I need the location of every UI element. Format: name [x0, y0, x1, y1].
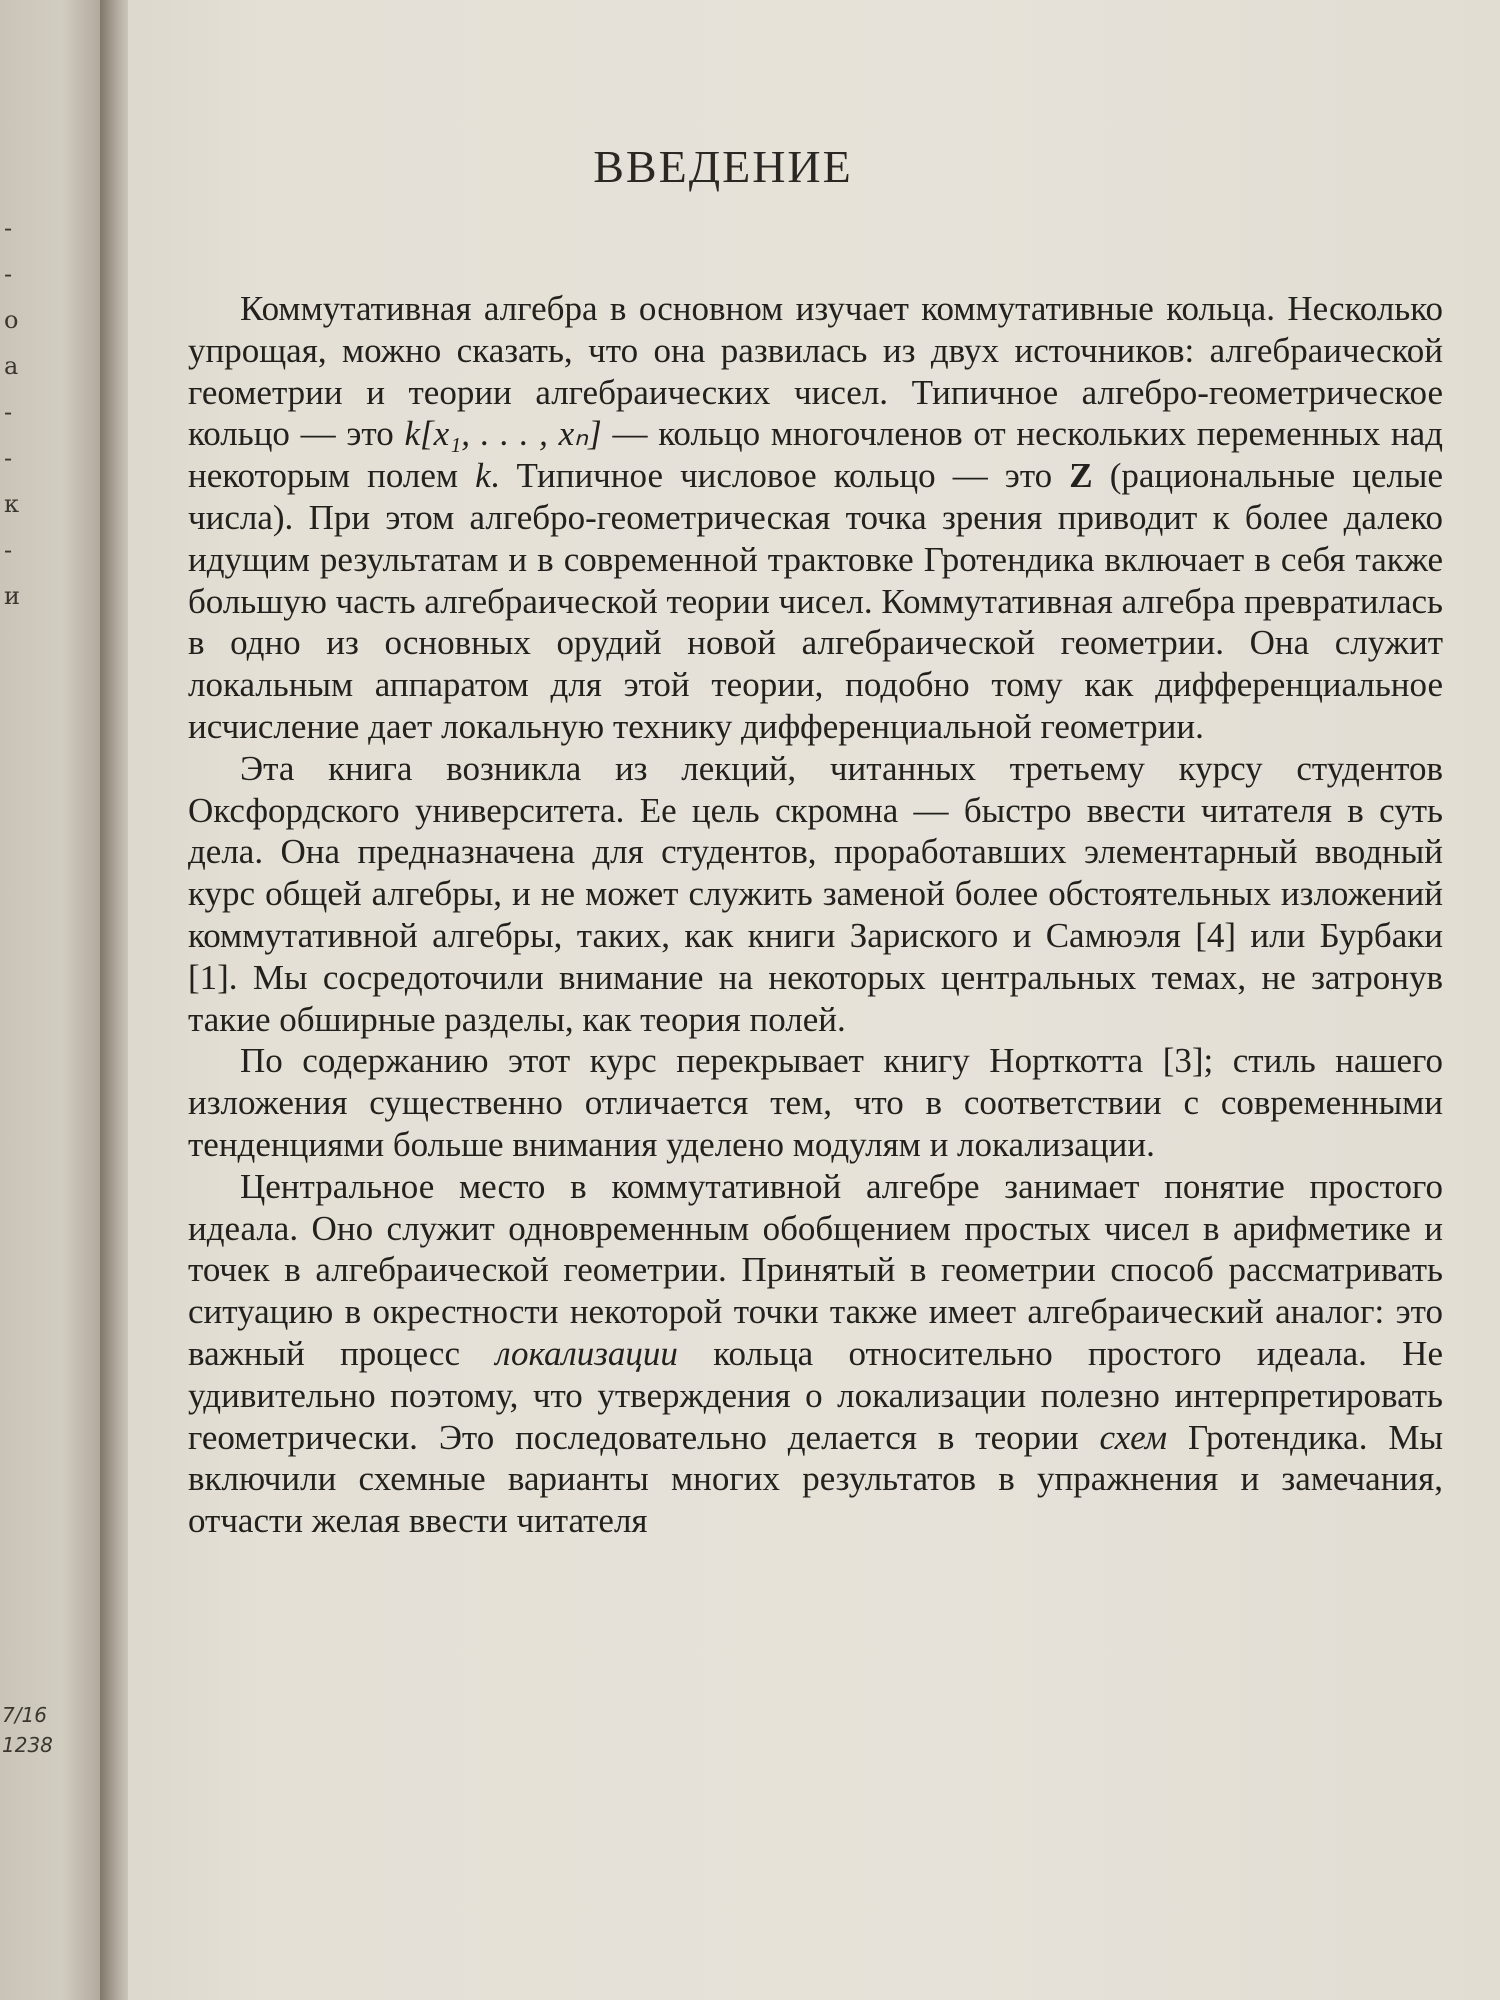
text-run: (рациональные целые числа). При этом алгебро-геометрическая точка зрения приводит к более далеко идущим результатам и в современной трактовке Гротендика включает в себя также большую часть алгебраической теории чисел. Коммутативная алгебра превратилась в одно из основных орудий новой алгебраической геометрии. Она служит локальным аппаратом для этой теории, подобно тому как дифференциальное исчисление дает локальную технику дифференциальной геометрии. — [188, 456, 1443, 746]
margin-letter: о — [4, 306, 19, 334]
paragraph — [188, 748, 1443, 1041]
margin-letter: а — [4, 352, 19, 380]
print-code-line: 1238 — [2, 1733, 53, 1757]
margin-letter: и — [4, 582, 20, 610]
margin-letter: - — [4, 398, 13, 426]
margin-letter: - — [4, 536, 13, 564]
italic-text-run: локализации — [495, 1333, 678, 1373]
paragraph — [188, 1040, 1443, 1165]
text-run: — кольцо многочленов от нескольких переменных над некоторым полем — [188, 414, 1443, 496]
italic-text-run: схем — [1099, 1417, 1168, 1457]
facing-page-print-code — [2, 1700, 53, 1760]
margin-letter: - — [4, 260, 13, 288]
facing-page-margin-letters — [4, 205, 32, 619]
bold-text-run: Z — [1069, 456, 1093, 496]
margin-letter: - — [4, 444, 13, 472]
chapter-title: ВВЕДЕНИЕ — [593, 141, 853, 192]
italic-text-run: k[x₁, . . . , xₙ] — [404, 414, 602, 454]
text-run: кольца относительно простого идеала. Не удивительно поэтому, что утверждения о локализации полезно интерпретировать геометрически. Это последовательно делается в теории — [188, 1333, 1443, 1457]
paragraph — [188, 1166, 1443, 1542]
print-code-line: 7/16 — [2, 1703, 47, 1727]
text-run: Эта книга возникла из лекций, читанных третьему курсу студентов Оксфордского университета. Ее цель скромна — быстро ввести читателя в суть дела. Она предназначена для студентов, проработавших элементарный вводный курс общей алгебры, и не может служить заменой более обстоятельных изложений коммутативной алгебры, таких, как книги Зариского и Самюэля [4] или Бурбаки [1]. Мы сосредоточили внимание на некоторых центральных темах, не затронув такие обширные разделы, как теория полей. — [188, 748, 1443, 1039]
text-run: Коммутативная алгебра в основном изучает коммутативные кольца. Несколько упрощая, можно сказать, что она развилась из двух источников: алгебраической геометрии и теории алгебраических чисел. Типичное алгебро-геометрическое кольцо — это — [188, 289, 1443, 454]
margin-letter: к — [4, 490, 19, 518]
text-run: По содержанию этот курс перекрывает книгу Норткотта [3]; стиль нашего изложения существенно отличается тем, что в соответствии с современными тенденциями больше внимания уделено модулям и локализации. — [188, 1041, 1443, 1164]
introduction-body-text — [188, 288, 1443, 1542]
text-run: Гротендика. Мы включили схемные варианты многих результатов в упражнения и замечания, отчасти желая ввести читателя — [188, 1417, 1443, 1541]
paragraph — [188, 288, 1443, 748]
margin-letter: - — [4, 214, 13, 242]
facing-page-edge — [0, 0, 112, 2000]
book-page — [128, 0, 1500, 2000]
text-run: Центральное место в коммутативной алгебре занимает понятие простого идеала. Оно служит одновременным обобщением простых чисел в арифметике и точек в алгебраической геометрии. Принятый в геометрии способ рассматривать ситуацию в окрестности некоторой точки также имеет алгебраический аналог: это важный процесс — [188, 1166, 1443, 1373]
italic-text-run: k — [475, 456, 491, 496]
text-run: . Типичное числовое кольцо — это — [490, 456, 1070, 496]
